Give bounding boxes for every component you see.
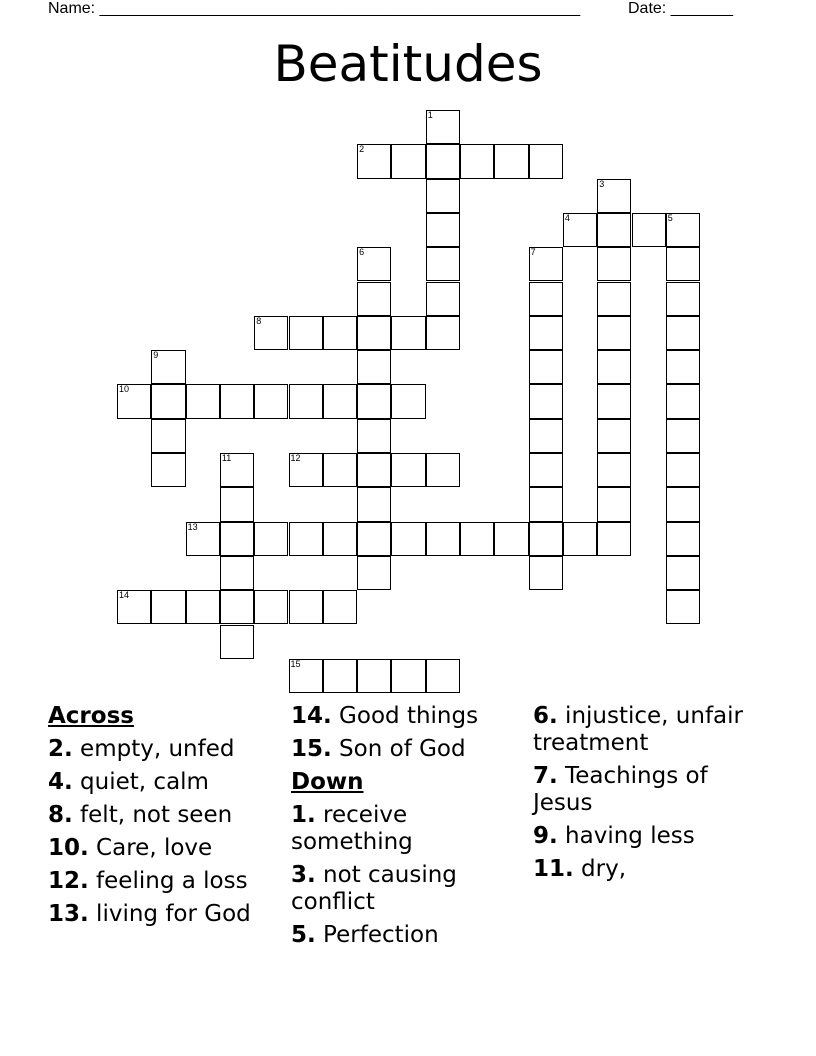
crossword-cell[interactable] (597, 453, 631, 487)
crossword-cell[interactable] (494, 522, 528, 556)
crossword-cell[interactable] (529, 350, 563, 384)
crossword-cell[interactable] (460, 522, 494, 556)
crossword-cell[interactable] (391, 316, 425, 350)
clue-number: 11 (221, 453, 232, 463)
clue-number: 10 (119, 384, 130, 395)
clue-column-3 (533, 703, 773, 889)
crossword-cell[interactable] (426, 453, 460, 487)
crossword-cell[interactable] (426, 110, 460, 144)
crossword-cell[interactable] (529, 282, 563, 316)
crossword-cell[interactable] (357, 556, 391, 590)
crossword-cell[interactable] (597, 522, 631, 556)
clue-item-number: 14. (291, 703, 332, 729)
crossword-cell[interactable] (220, 522, 254, 556)
crossword-cell[interactable] (666, 453, 700, 487)
clue-number: 14 (119, 590, 130, 601)
clue-item (533, 856, 773, 883)
crossword-cell[interactable] (529, 384, 563, 418)
crossword-cell[interactable] (666, 522, 700, 556)
crossword-cell[interactable] (426, 522, 460, 556)
crossword-cell[interactable] (426, 316, 460, 350)
crossword-cell[interactable] (151, 590, 185, 624)
clue-number: 6 (359, 247, 365, 258)
clue-section-heading: Across (48, 703, 134, 729)
clue-number: 13 (187, 521, 198, 532)
clue-item (48, 835, 283, 862)
clue-item-text: having less (557, 823, 695, 849)
crossword-cell[interactable] (186, 522, 220, 556)
crossword-cell[interactable] (220, 453, 254, 487)
crossword-cell[interactable] (254, 316, 288, 350)
crossword-cell[interactable] (597, 316, 631, 350)
crossword-cell[interactable] (529, 453, 563, 487)
crossword-cell[interactable] (529, 522, 563, 556)
clue-item (48, 802, 283, 829)
crossword-cell[interactable] (529, 419, 563, 453)
clue-item-number: 10. (48, 835, 89, 861)
clue-item (291, 736, 526, 763)
crossword-cell[interactable] (391, 144, 425, 178)
clue-item (291, 703, 526, 730)
crossword-cell[interactable] (117, 384, 151, 418)
clue-item-text: quiet, calm (72, 769, 209, 795)
crossword-cell[interactable] (186, 590, 220, 624)
crossword-cell[interactable] (597, 213, 631, 247)
page-title: Beatitudes (273, 35, 543, 93)
crossword-cell[interactable] (426, 179, 460, 213)
crossword-cell[interactable] (220, 384, 254, 418)
clue-item-text: living for God (88, 901, 251, 927)
clue-item-text: Care, love (88, 835, 213, 861)
clue-item-text: Good things (331, 703, 479, 729)
crossword-cell[interactable] (597, 247, 631, 281)
crossword-cell[interactable] (563, 522, 597, 556)
crossword-cell[interactable] (529, 556, 563, 590)
clue-item-number: 12. (48, 868, 89, 894)
date-field-label: Date: _______ (628, 0, 733, 17)
crossword-cell[interactable] (220, 590, 254, 624)
crossword-cell[interactable] (666, 487, 700, 521)
crossword-cell[interactable] (289, 590, 323, 624)
clue-item (291, 862, 526, 916)
crossword-cell[interactable] (323, 453, 357, 487)
crossword-cell[interactable] (563, 213, 597, 247)
clue-item-number: 15. (291, 736, 332, 762)
crossword-cell[interactable] (666, 213, 700, 247)
crossword-cell[interactable] (666, 282, 700, 316)
clue-item (48, 901, 283, 928)
clue-item (48, 868, 283, 895)
crossword-cell[interactable] (597, 487, 631, 521)
crossword-cell[interactable] (391, 384, 425, 418)
crossword-cell[interactable] (666, 590, 700, 624)
crossword-cell[interactable] (151, 419, 185, 453)
crossword-cell[interactable] (597, 350, 631, 384)
clue-item-text: Son of God (331, 736, 466, 762)
crossword-cell[interactable] (357, 384, 391, 418)
clue-item (533, 703, 773, 757)
crossword-cell[interactable] (426, 144, 460, 178)
crossword-cell[interactable] (460, 144, 494, 178)
clue-item-number: 1. (291, 802, 316, 828)
crossword-cell[interactable] (254, 590, 288, 624)
crossword-cell[interactable] (597, 419, 631, 453)
crossword-cell[interactable] (220, 625, 254, 659)
crossword-cell[interactable] (117, 590, 151, 624)
clue-item-number: 11. (533, 856, 574, 882)
crossword-cell[interactable] (151, 384, 185, 418)
clue-number: 8 (256, 315, 262, 326)
clue-item-text: feeling a loss (88, 868, 248, 894)
clue-number: 5 (667, 212, 673, 223)
crossword-cell[interactable] (289, 384, 323, 418)
clue-item (291, 802, 526, 856)
crossword-cell[interactable] (289, 316, 323, 350)
crossword-cell[interactable] (666, 247, 700, 281)
crossword-cell[interactable] (357, 316, 391, 350)
clue-item-number: 7. (533, 763, 558, 789)
crossword-cell[interactable] (357, 350, 391, 384)
crossword-cell[interactable] (186, 384, 220, 418)
crossword-cell[interactable] (357, 487, 391, 521)
crossword-cell[interactable] (220, 487, 254, 521)
clue-item (48, 736, 283, 763)
clue-item-number: 6. (533, 703, 558, 729)
clue-number: 2 (359, 144, 365, 155)
clue-item-number: 5. (291, 922, 316, 948)
crossword-cell[interactable] (357, 659, 391, 693)
crossword-cell[interactable] (494, 144, 528, 178)
crossword-cell[interactable] (666, 419, 700, 453)
crossword-cell[interactable] (323, 659, 357, 693)
crossword-cell[interactable] (151, 453, 185, 487)
crossword-cell[interactable] (666, 350, 700, 384)
clue-column-2 (291, 703, 526, 955)
crossword-cell[interactable] (357, 522, 391, 556)
crossword-cell[interactable] (254, 384, 288, 418)
crossword-cell[interactable] (529, 247, 563, 281)
crossword-cell[interactable] (426, 213, 460, 247)
crossword-cell[interactable] (289, 522, 323, 556)
crossword-cell[interactable] (323, 316, 357, 350)
clue-item-number: 8. (48, 802, 73, 828)
crossword-cell[interactable] (426, 659, 460, 693)
clue-item-text: receive something (291, 802, 413, 855)
crossword-cell[interactable] (597, 282, 631, 316)
clue-item-text: not causing conflict (291, 862, 457, 915)
crossword-cell[interactable] (666, 384, 700, 418)
crossword-cell[interactable] (220, 556, 254, 590)
clue-item-text: felt, not seen (72, 802, 233, 828)
crossword-cell[interactable] (529, 144, 563, 178)
clue-item-number: 4. (48, 769, 73, 795)
clue-item-text: empty, unfed (72, 736, 235, 762)
clue-section-heading: Down (291, 769, 364, 795)
crossword-cell[interactable] (529, 487, 563, 521)
crossword-cell[interactable] (151, 350, 185, 384)
clue-number: 1 (427, 110, 433, 120)
crossword-cell[interactable] (426, 282, 460, 316)
clue-number: 15 (290, 658, 301, 669)
clue-item (533, 823, 773, 850)
clue-item-number: 9. (533, 823, 558, 849)
crossword-cell[interactable] (357, 282, 391, 316)
crossword-cell[interactable] (289, 659, 323, 693)
clue-item-text: dry, (573, 856, 627, 882)
clue-number: 4 (564, 212, 570, 223)
crossword-cell[interactable] (597, 179, 631, 213)
clue-number: 3 (599, 178, 605, 189)
crossword-cell[interactable] (289, 453, 323, 487)
crossword-cell[interactable] (391, 522, 425, 556)
clue-item (291, 922, 526, 949)
crossword-cell[interactable] (529, 316, 563, 350)
crossword-cell[interactable] (666, 556, 700, 590)
clue-item-text: injustice, unfair treatment (533, 703, 743, 756)
crossword-cell[interactable] (666, 316, 700, 350)
clue-item-text: Perfection (315, 922, 439, 948)
crossword-cell[interactable] (357, 144, 391, 178)
crossword-cell[interactable] (391, 659, 425, 693)
clue-item (533, 763, 773, 817)
clue-item-number: 3. (291, 862, 316, 888)
crossword-cell[interactable] (357, 247, 391, 281)
clue-item (48, 769, 283, 796)
name-field-label: Name: ______________________________________________________ (48, 0, 581, 17)
crossword-cell[interactable] (632, 213, 666, 247)
crossword-cell[interactable] (357, 453, 391, 487)
clue-item-number: 13. (48, 901, 89, 927)
crossword-cell[interactable] (323, 384, 357, 418)
crossword-cell[interactable] (323, 590, 357, 624)
clue-number: 9 (153, 350, 159, 361)
crossword-cell[interactable] (391, 453, 425, 487)
crossword-cell[interactable] (426, 247, 460, 281)
crossword-cell[interactable] (254, 522, 288, 556)
crossword-cell[interactable] (323, 522, 357, 556)
crossword-cell[interactable] (597, 384, 631, 418)
clue-column-1 (48, 703, 283, 934)
clue-number: 7 (530, 247, 536, 258)
clue-number: 12 (290, 453, 301, 463)
clue-item-number: 2. (48, 736, 73, 762)
clue-item-text: Teachings of Jesus (533, 763, 708, 816)
crossword-cell[interactable] (357, 419, 391, 453)
